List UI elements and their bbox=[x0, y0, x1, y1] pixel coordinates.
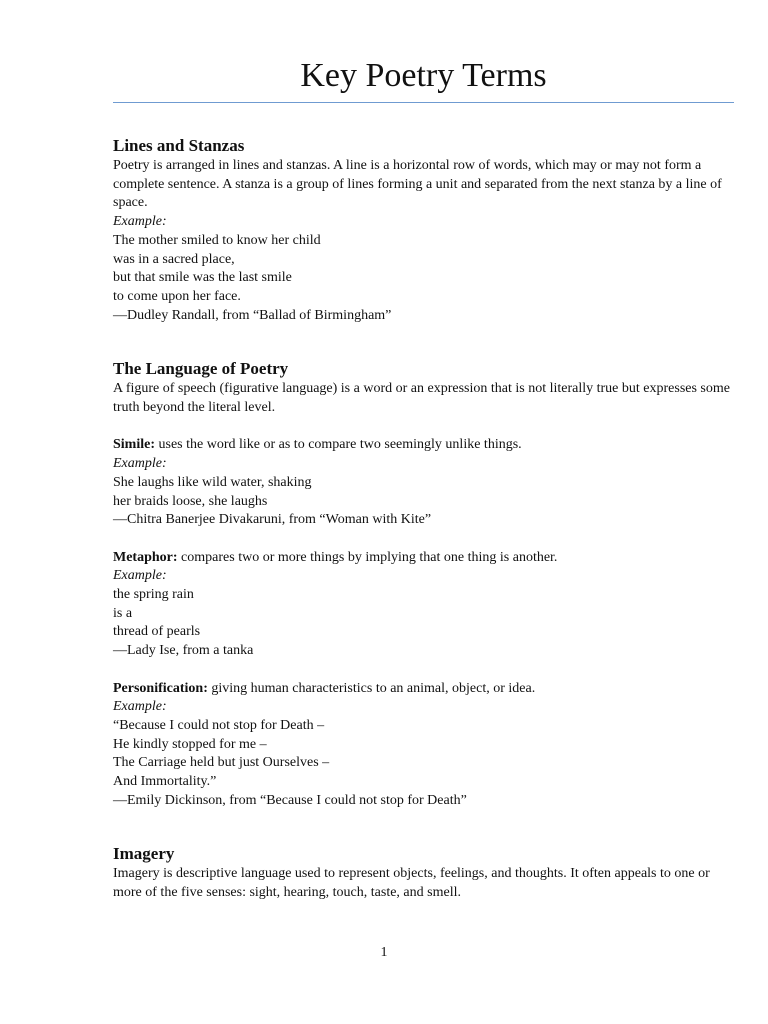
poem-line: is a bbox=[113, 605, 133, 621]
section-language-of-poetry bbox=[113, 358, 734, 810]
term-label: Personification: bbox=[113, 680, 208, 696]
term-label: Metaphor: bbox=[113, 549, 178, 565]
poem-line: was in a sacred place, bbox=[113, 251, 235, 267]
section-lines-and-stanzas bbox=[113, 135, 734, 325]
term-simile bbox=[113, 436, 734, 530]
poem-line: “Because I could not stop for Death – bbox=[113, 717, 325, 733]
poem-line: thread of pearls bbox=[113, 624, 201, 640]
document-title: Key Poetry Terms bbox=[113, 56, 734, 103]
term-definition bbox=[113, 436, 734, 455]
term-label: Simile: bbox=[113, 437, 155, 453]
poem-line: her braids loose, she laughs bbox=[113, 493, 268, 509]
poem-line: the spring rain bbox=[113, 587, 194, 603]
poem-line: She laughs like wild water, shaking bbox=[113, 474, 312, 490]
example-label: Example: bbox=[113, 568, 167, 584]
poem-line: but that smile was the last smile bbox=[113, 270, 292, 286]
section-heading: Imagery bbox=[113, 844, 175, 864]
section-heading: Lines and Stanzas bbox=[113, 136, 245, 155]
section-paragraph: Poetry is arranged in lines and stanzas. A line is a horizontal row of words, which may or may not form a complete sentence. A stanza is a group of lines forming a unit and separated from the next stanza by a line of space. bbox=[113, 158, 722, 211]
page-number: 1 bbox=[380, 945, 388, 960]
poem-attribution: —Emily Dickinson, from “Because I could not stop for Death” bbox=[113, 792, 467, 808]
section-paragraph: A figure of speech (figurative language) is a word or an expression that is not literally true but expresses some truth beyond the literal level. bbox=[113, 381, 730, 416]
section-heading: The Language of Poetry bbox=[113, 359, 289, 379]
term-personification bbox=[113, 680, 734, 811]
example-label: Example: bbox=[113, 699, 167, 715]
example-label: Example: bbox=[113, 456, 167, 472]
poem-line: to come upon her face. bbox=[113, 288, 241, 304]
document-page bbox=[113, 56, 734, 903]
poem-line: The mother smiled to know her child bbox=[113, 232, 321, 248]
term-text: compares two or more things by implying that one thing is another. bbox=[177, 549, 558, 565]
poem-attribution: —Dudley Randall, from “Ballad of Birmingham” bbox=[113, 307, 392, 323]
poem-attribution: —Lady Ise, from a tanka bbox=[113, 643, 254, 659]
term-definition bbox=[113, 549, 734, 568]
term-text: giving human characteristics to an animal, object, or idea. bbox=[207, 680, 536, 696]
term-text: uses the word like or as to compare two seemingly unlike things. bbox=[155, 437, 522, 453]
poem-line: He kindly stopped for me – bbox=[113, 736, 267, 752]
example-label: Example: bbox=[113, 214, 167, 230]
poem-line: And Immortality.” bbox=[113, 774, 217, 790]
poem-attribution: —Chitra Banerjee Divakaruni, from “Woman with Kite” bbox=[113, 512, 432, 528]
section-imagery bbox=[113, 843, 734, 902]
term-metaphor bbox=[113, 549, 734, 661]
term-definition bbox=[113, 680, 734, 699]
poem-line: The Carriage held but just Ourselves – bbox=[113, 755, 330, 771]
section-paragraph: Imagery is descriptive language used to represent objects, feelings, and thoughts. It often appeals to one or more of the five senses: sight, hearing, touch, taste, and smell. bbox=[113, 866, 710, 901]
